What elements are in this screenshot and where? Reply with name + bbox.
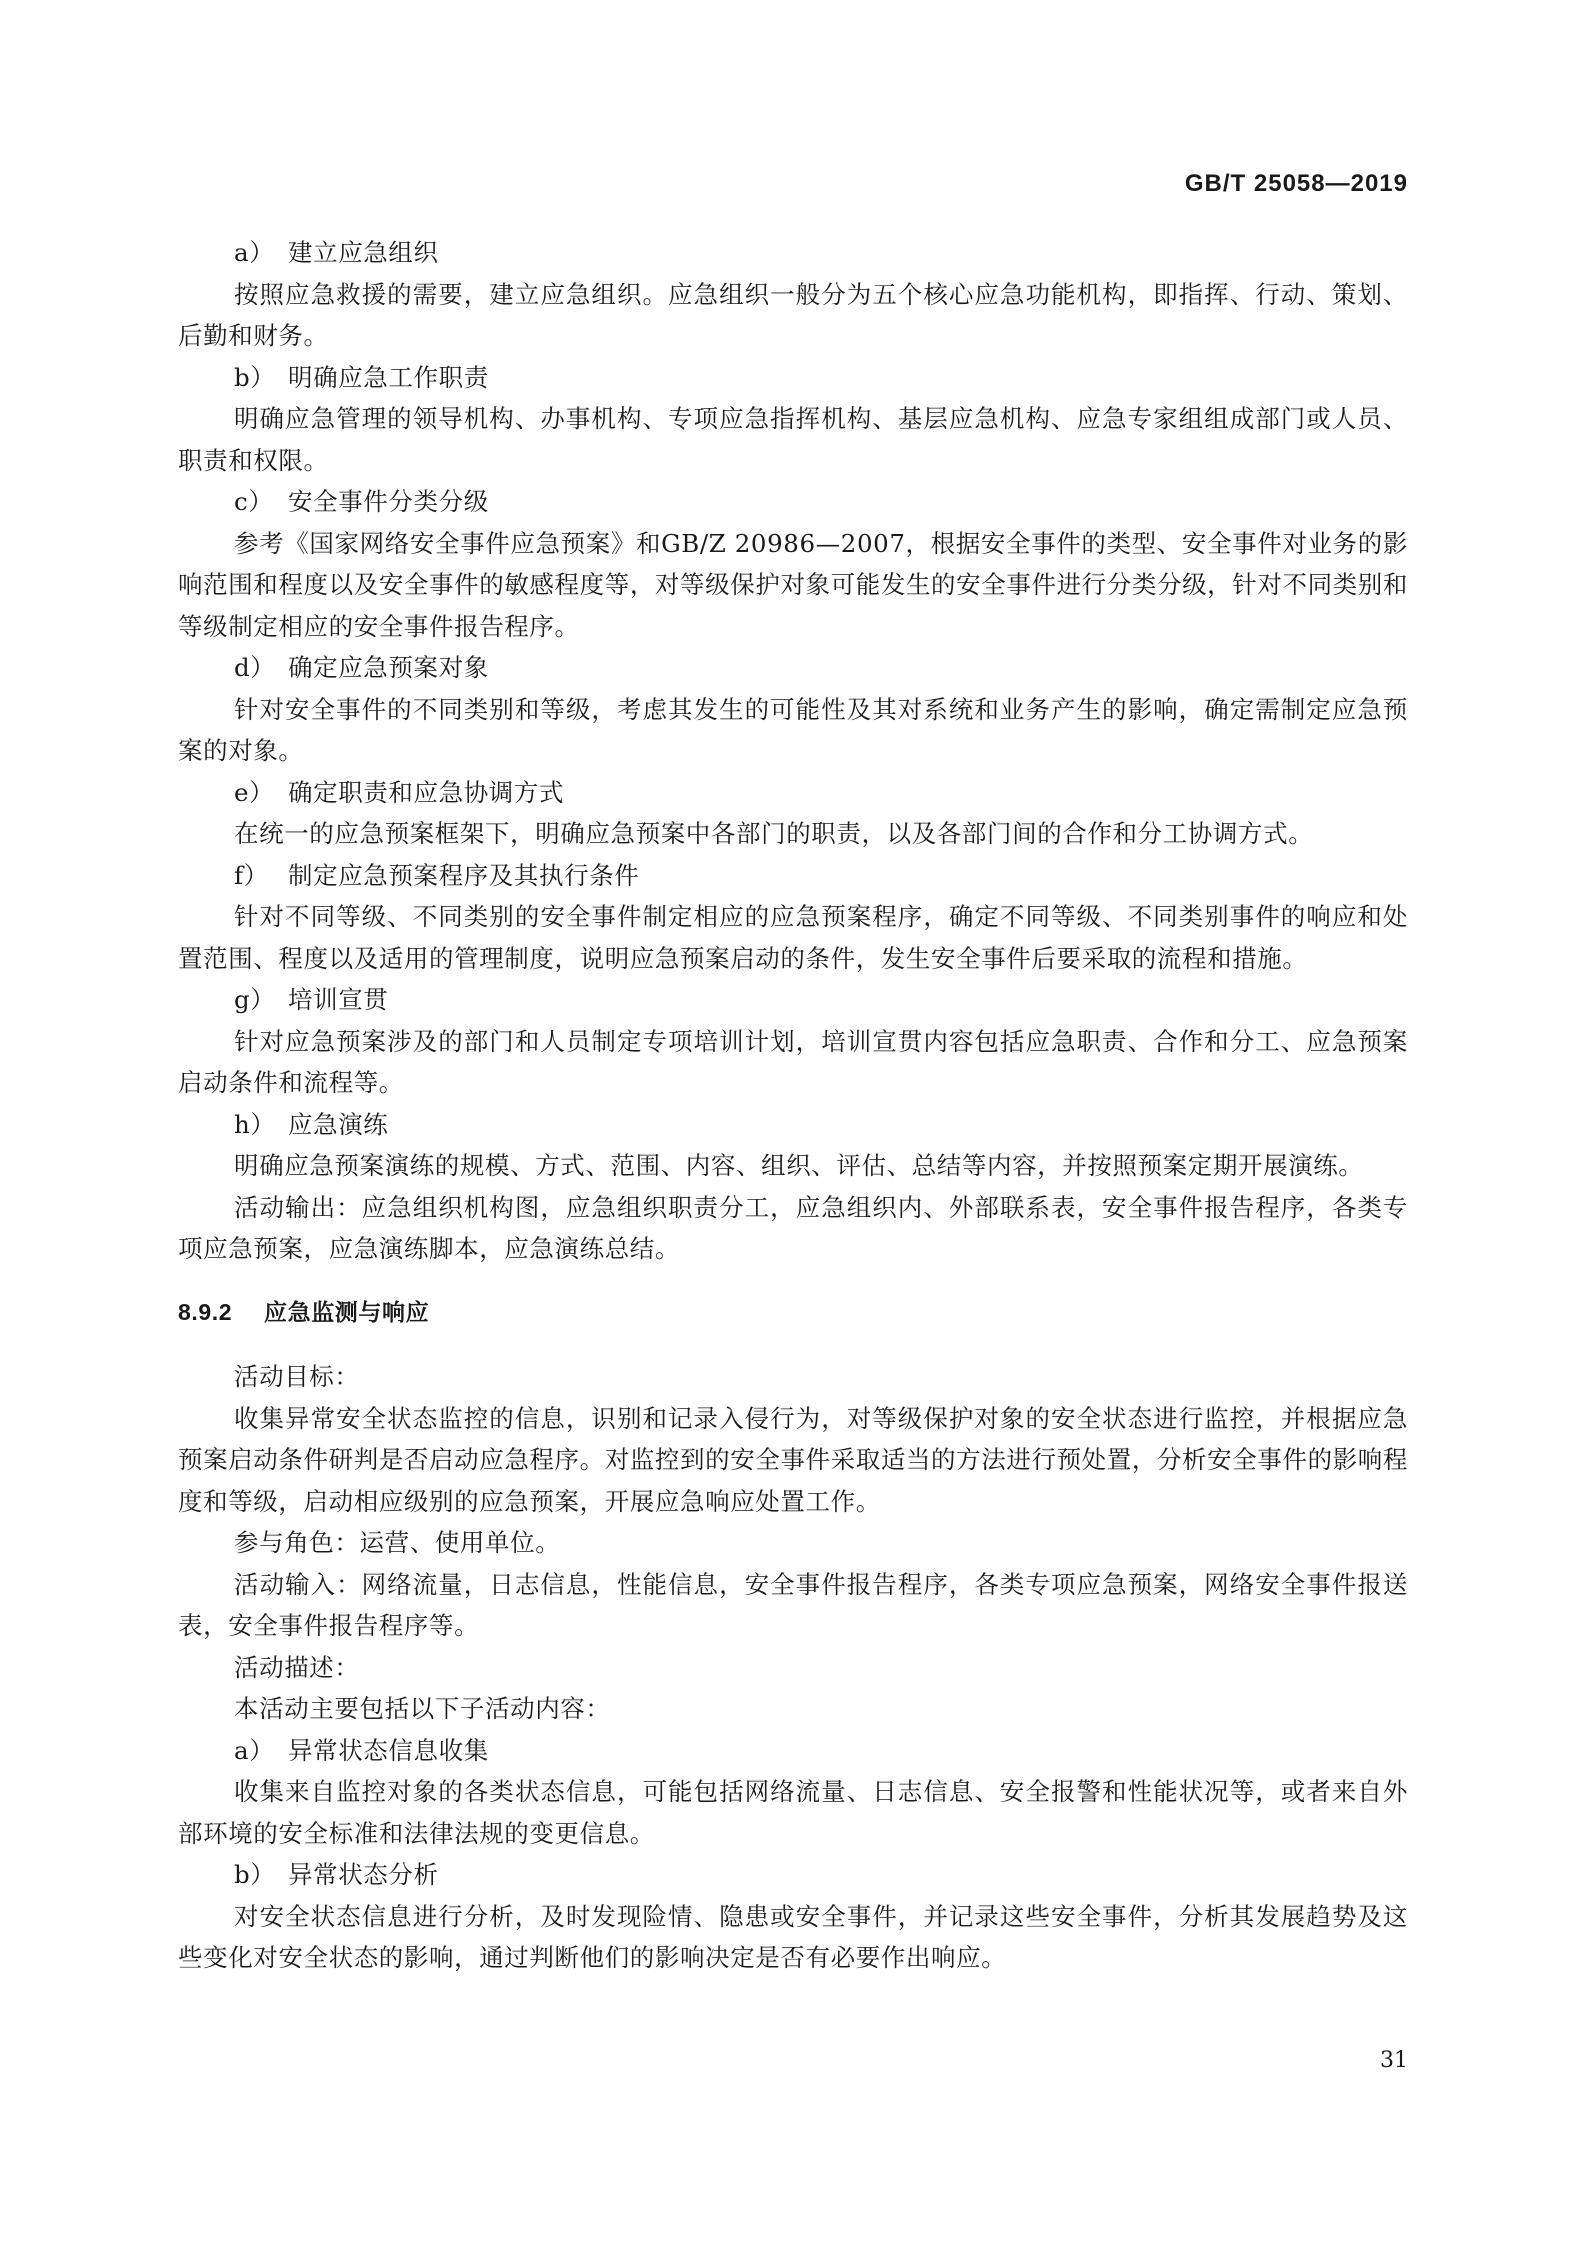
list-item-title bbox=[178, 979, 1408, 1021]
list-marker: a） bbox=[234, 1735, 275, 1765]
list-item-title bbox=[178, 647, 1408, 689]
list-item-text: 异常状态分析 bbox=[288, 1860, 439, 1889]
page-number: 31 bbox=[1380, 2048, 1408, 2073]
list-item-text: 异常状态信息收集 bbox=[288, 1735, 489, 1765]
list-item-title bbox=[178, 1104, 1408, 1146]
standard-code: GB/T 25058—2019 bbox=[1184, 170, 1408, 197]
paragraph: 明确应急管理的领导机构、办事机构、专项应急指挥机构、基层应急机构、应急专家组组成部门或人员、职责和权限。 bbox=[178, 404, 1408, 475]
paragraph: 针对安全事件的不同类别和等级，考虑其发生的可能性及其对系统和业务产生的影响，确定需制定应急预案的对象。 bbox=[178, 694, 1408, 765]
list-item-text: 建立应急组织 bbox=[288, 238, 439, 267]
paragraph: 活动输入：网络流量，日志信息，性能信息，安全事件报告程序，各类专项应急预案，网络安全事件报送表，安全事件报告程序等。 bbox=[178, 1569, 1408, 1640]
paragraph: 按照应急救援的需要，建立应急组织。应急组织一般分为五个核心应急功能机构，即指挥、行动、策划、后勤和财务。 bbox=[178, 279, 1408, 350]
list-item-text: 培训宣贯 bbox=[288, 985, 389, 1014]
paragraph: 对安全状态信息进行分析，及时发现险情、隐患或安全事件，并记录这些安全事件，分析其发展趋势及这些变化对安全状态的影响，通过判断他们的影响决定是否有必要作出响应。 bbox=[178, 1901, 1408, 1972]
list-item-title bbox=[178, 772, 1408, 814]
paragraph: 参考《国家网络安全事件应急预案》和GB/Z 20986—2007，根据安全事件的类型、安全事件对业务的影响范围和程度以及安全事件的敏感程度等，对等级保护对象可能发生的安全事件进行分类分级，针对不同类别和等级制定相应的安全事件报告程序。 bbox=[178, 528, 1408, 641]
section-heading bbox=[178, 1292, 1408, 1335]
paragraph: 活动描述： bbox=[234, 1652, 360, 1682]
list-item-title bbox=[178, 855, 1408, 897]
paragraph: 在统一的应急预案框架下，明确应急预案中各部门的职责，以及各部门间的合作和分工协调方式。 bbox=[234, 819, 1314, 848]
paragraph: 活动目标： bbox=[234, 1362, 360, 1391]
list-item-text: 确定应急预案对象 bbox=[288, 653, 489, 682]
list-item-text: 应急演练 bbox=[288, 1109, 389, 1139]
list-item-text: 明确应急工作职责 bbox=[288, 362, 489, 392]
list-marker: h） bbox=[234, 1109, 276, 1139]
list-item-title bbox=[178, 1730, 1408, 1772]
list-item-text: 确定职责和应急协调方式 bbox=[288, 777, 565, 807]
list-marker: e） bbox=[234, 777, 275, 807]
list-item-title bbox=[178, 357, 1408, 399]
paragraph: 收集来自监控对象的各类状态信息，可能包括网络流量、日志信息、安全报警和性能状况等，或者来自外部环境的安全标准和法律法规的变更信息。 bbox=[178, 1777, 1408, 1848]
paragraph: 明确应急预案演练的规模、方式、范围、内容、组织、评估、总结等内容，并按照预案定期开展演练。 bbox=[234, 1151, 1364, 1180]
list-item-title bbox=[178, 481, 1408, 523]
body-text bbox=[178, 232, 1408, 1979]
list-item-text: 制定应急预案程序及其执行条件 bbox=[288, 860, 640, 890]
list-item-title bbox=[178, 1854, 1408, 1896]
list-marker: g） bbox=[234, 985, 276, 1014]
list-item-text: 安全事件分类分级 bbox=[288, 487, 489, 516]
list-marker: b） bbox=[234, 1860, 276, 1889]
section-number: 8.9.2 bbox=[178, 1298, 233, 1325]
paragraph: 参与角色：运营、使用单位。 bbox=[234, 1528, 561, 1557]
list-marker: f） bbox=[234, 860, 269, 890]
paragraph: 针对应急预案涉及的部门和人员制定专项培训计划，培训宣贯内容包括应急职责、合作和分工、应急预案启动条件和流程等。 bbox=[178, 1026, 1408, 1097]
list-marker: d） bbox=[234, 653, 276, 682]
list-marker: a） bbox=[234, 238, 275, 267]
paragraph: 活动输出：应急组织机构图，应急组织职责分工，应急组织内、外部联系表，安全事件报告程序，各类专项应急预案，应急演练脚本，应急演练总结。 bbox=[178, 1192, 1408, 1263]
paragraph: 本活动主要包括以下子活动内容： bbox=[234, 1694, 611, 1723]
list-marker: c） bbox=[234, 487, 274, 516]
paragraph: 针对不同等级、不同类别的安全事件制定相应的应急预案程序，确定不同等级、不同类别事件的响应和处置范围、程度以及适用的管理制度，说明应急预案启动的条件，发生安全事件后要采取的流程和措施。 bbox=[178, 902, 1408, 973]
list-item-title bbox=[178, 232, 1408, 274]
paragraph: 收集异常安全状态监控的信息，识别和记录入侵行为，对等级保护对象的安全状态进行监控，并根据应急预案启动条件研判是否启动应急程序。对监控到的安全事件采取适当的方法进行预处置，分析安全事件的影响程度和等级，启动相应级别的应急预案，开展应急响应处置工作。 bbox=[178, 1403, 1408, 1516]
list-marker: b） bbox=[234, 362, 276, 392]
section-title: 应急监测与响应 bbox=[264, 1299, 430, 1326]
